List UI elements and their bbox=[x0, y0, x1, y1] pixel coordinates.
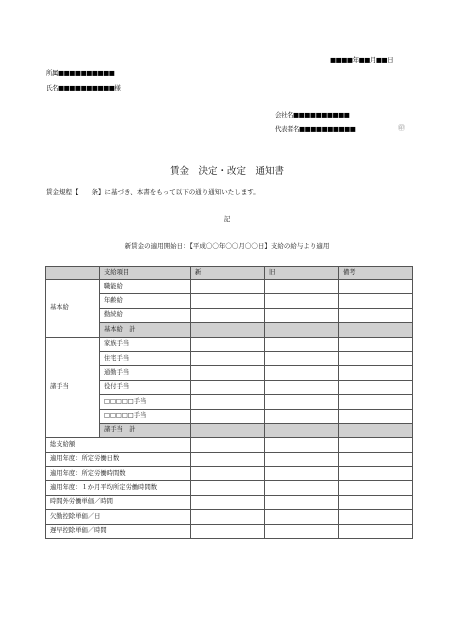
new-value bbox=[191, 423, 265, 437]
summary-label: 時間外労働単価／時間 bbox=[46, 495, 191, 509]
subtotal-row bbox=[46, 323, 413, 337]
remarks bbox=[339, 467, 413, 481]
summary-row bbox=[46, 510, 413, 524]
old-value bbox=[265, 337, 339, 351]
summary-label: 適用年度：所定労働時間数 bbox=[46, 467, 191, 481]
remarks bbox=[339, 294, 413, 308]
summary-row bbox=[46, 524, 413, 538]
old-value bbox=[265, 438, 339, 452]
item-label: 家族手当 bbox=[100, 337, 191, 351]
intro-text: 賃金規程【 条】に基づき、本書をもって以下の通り通知いたします。 bbox=[46, 188, 260, 196]
remarks bbox=[339, 395, 413, 409]
header-old: 旧 bbox=[265, 267, 339, 280]
table-row bbox=[46, 380, 413, 394]
remarks bbox=[339, 423, 413, 437]
old-value bbox=[265, 495, 339, 509]
item-label: 通勤手当 bbox=[100, 366, 191, 380]
old-value bbox=[265, 380, 339, 394]
summary-row bbox=[46, 467, 413, 481]
summary-label: 適用年度：所定労働日数 bbox=[46, 452, 191, 466]
subtotal-row bbox=[46, 423, 413, 437]
remarks bbox=[339, 280, 413, 294]
old-value bbox=[265, 423, 339, 437]
old-value bbox=[265, 280, 339, 294]
new-value bbox=[191, 452, 265, 466]
old-value bbox=[265, 510, 339, 524]
remarks bbox=[339, 510, 413, 524]
new-value bbox=[191, 351, 265, 365]
wage-table bbox=[45, 266, 413, 539]
subtotal-label: 基本給 計 bbox=[100, 323, 191, 337]
old-value bbox=[265, 524, 339, 538]
old-value bbox=[265, 323, 339, 337]
new-value bbox=[191, 467, 265, 481]
old-value bbox=[265, 308, 339, 322]
item-label: 職能給 bbox=[100, 280, 191, 294]
new-value bbox=[191, 380, 265, 394]
remarks bbox=[339, 380, 413, 394]
new-value bbox=[191, 495, 265, 509]
item-label: 勤続給 bbox=[100, 308, 191, 322]
group-allowances: 諸手当 bbox=[46, 337, 100, 438]
remarks bbox=[339, 409, 413, 423]
item-label: □□□□□手当 bbox=[100, 395, 191, 409]
new-value bbox=[191, 337, 265, 351]
item-label: □□□□□手当 bbox=[100, 409, 191, 423]
subtotal-label: 諸手当 計 bbox=[100, 423, 191, 437]
group-base-pay: 基本給 bbox=[46, 280, 100, 338]
summary-row bbox=[46, 481, 413, 495]
remarks bbox=[339, 452, 413, 466]
representative-name: 代表者名■■■■■■■■■■ bbox=[275, 125, 356, 133]
seal-icon: ㊞ bbox=[398, 124, 405, 132]
summary-row bbox=[46, 495, 413, 509]
new-value bbox=[191, 524, 265, 538]
table-row bbox=[46, 395, 413, 409]
summary-label: 遅早控除単価／時間 bbox=[46, 524, 191, 538]
summary-row bbox=[46, 452, 413, 466]
ki-mark: 記 bbox=[223, 215, 231, 223]
new-value bbox=[191, 510, 265, 524]
employee-name: 氏名■■■■■■■■■■様 bbox=[46, 84, 121, 92]
new-value bbox=[191, 366, 265, 380]
table-row bbox=[46, 351, 413, 365]
new-value bbox=[191, 481, 265, 495]
header-remarks: 備考 bbox=[339, 267, 413, 280]
table-row bbox=[46, 366, 413, 380]
table-row bbox=[46, 294, 413, 308]
old-value bbox=[265, 395, 339, 409]
employee-department: 所属■■■■■■■■■■ bbox=[46, 69, 115, 77]
new-value bbox=[191, 323, 265, 337]
new-value bbox=[191, 409, 265, 423]
remarks bbox=[339, 524, 413, 538]
table-row bbox=[46, 337, 413, 351]
new-value bbox=[191, 395, 265, 409]
table-header-row bbox=[46, 267, 413, 280]
remarks bbox=[339, 366, 413, 380]
old-value bbox=[265, 467, 339, 481]
summary-label: 適用年度：１か月平均所定労働時間数 bbox=[46, 481, 191, 495]
header-item: 支給項目 bbox=[100, 267, 191, 280]
company-name: 会社名■■■■■■■■■■ bbox=[275, 111, 350, 119]
effective-date: 新賃金の適用開始日：【平成〇〇年〇〇月〇〇日】支給の給与より適用 bbox=[124, 242, 330, 250]
new-value bbox=[191, 438, 265, 452]
old-value bbox=[265, 294, 339, 308]
remarks bbox=[339, 337, 413, 351]
table-row bbox=[46, 308, 413, 322]
old-value bbox=[265, 452, 339, 466]
new-value bbox=[191, 280, 265, 294]
old-value bbox=[265, 351, 339, 365]
new-value bbox=[191, 294, 265, 308]
issue-date: ■■■■年■■月■■日 bbox=[330, 56, 394, 64]
summary-row bbox=[46, 438, 413, 452]
header-blank bbox=[46, 267, 100, 280]
remarks bbox=[339, 351, 413, 365]
remarks bbox=[339, 323, 413, 337]
remarks bbox=[339, 495, 413, 509]
new-value bbox=[191, 308, 265, 322]
remarks bbox=[339, 481, 413, 495]
summary-label: 欠勤控除単価／日 bbox=[46, 510, 191, 524]
old-value bbox=[265, 409, 339, 423]
old-value bbox=[265, 481, 339, 495]
summary-label: 総支給額 bbox=[46, 438, 191, 452]
item-label: 住宅手当 bbox=[100, 351, 191, 365]
item-label: 年齢給 bbox=[100, 294, 191, 308]
remarks bbox=[339, 438, 413, 452]
remarks bbox=[339, 308, 413, 322]
document-title: 賃金 決定・改定 通知書 bbox=[169, 166, 284, 177]
header-new: 新 bbox=[191, 267, 265, 280]
item-label: 役付手当 bbox=[100, 380, 191, 394]
table-row bbox=[46, 409, 413, 423]
old-value bbox=[265, 366, 339, 380]
table-row bbox=[46, 280, 413, 294]
